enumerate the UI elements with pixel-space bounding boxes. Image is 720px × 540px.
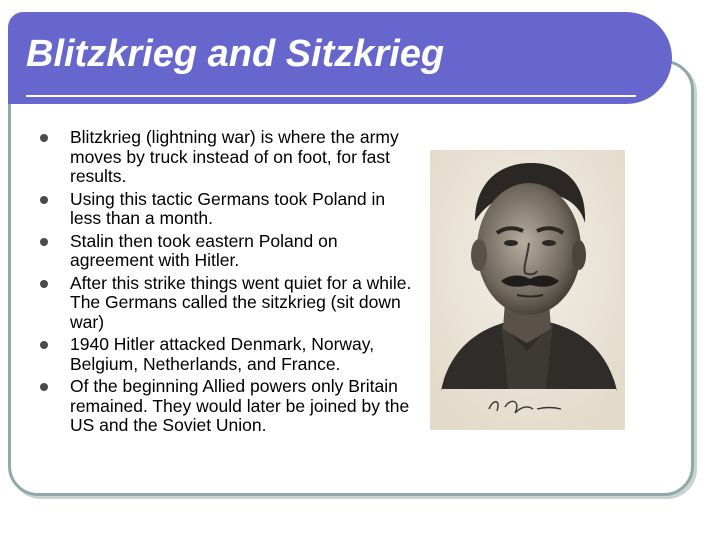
bullet-text: Of the beginning Allied powers only Britain remained. They would later be joined by the US and the Soviet Union. [70, 376, 410, 435]
bullet-item [40, 335, 412, 374]
bullet-icon [40, 383, 48, 391]
bullet-item [40, 232, 412, 271]
bullet-text: Blitzkrieg (lightning war) is where the army moves by truck instead of on foot, for fast results. [70, 127, 399, 186]
portrait-illustration [431, 151, 624, 429]
bullet-icon [40, 341, 48, 349]
bullet-item [40, 128, 412, 187]
bullet-list [40, 128, 412, 439]
bullet-icon [40, 134, 48, 142]
bullet-item [40, 274, 412, 333]
bullet-item [40, 190, 412, 229]
bullet-text: Stalin then took eastern Poland on agreement with Hitler. [70, 230, 338, 270]
portrait-photo [430, 150, 625, 430]
bullet-icon [40, 196, 48, 204]
bullet-icon [40, 280, 48, 288]
bullet-text: After this strike things went quiet for a while. The Germans called the sitzkrieg (sit down war) [70, 272, 412, 332]
bullet-text: Using this tactic Germans took Poland in less than a month. [70, 188, 386, 228]
bullet-text: 1940 Hitler attacked Denmark, Norway, Belgium, Netherlands, and France. [70, 334, 375, 374]
slide-title: Blitzkrieg and Sitzkrieg [26, 33, 445, 75]
bullet-icon [40, 238, 48, 246]
bullet-item [40, 377, 412, 436]
title-underline [26, 95, 636, 97]
